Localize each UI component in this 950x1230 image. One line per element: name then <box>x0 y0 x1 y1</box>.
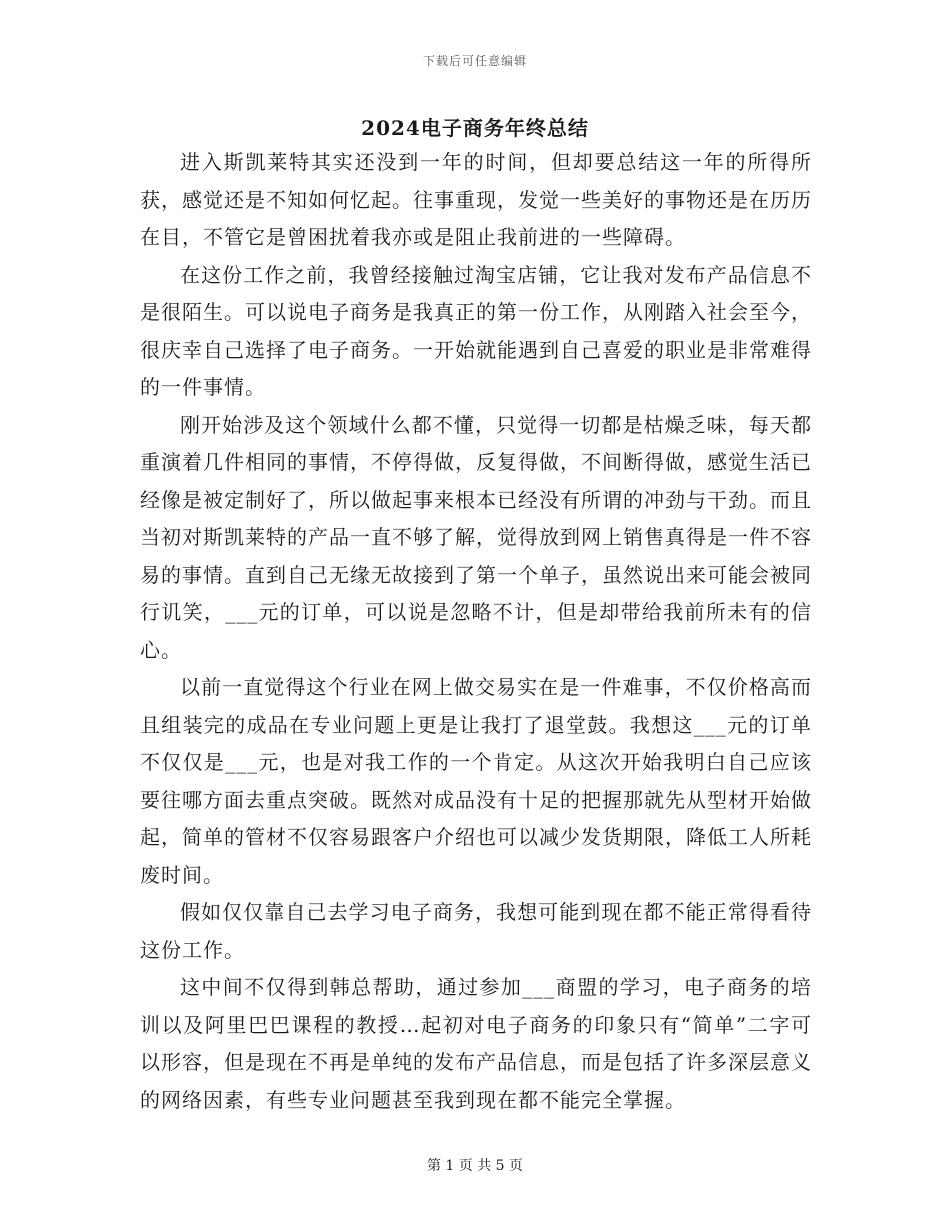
page-footer: 第 1 页 共 5 页 <box>426 1158 524 1174</box>
header-note: 下载后可任意编辑 <box>422 54 527 68</box>
paragraph-3: 刚开始涉及这个领域什么都不懂，只觉得一切都是枯燥乏味，每天都重演着几件相同的事情，不停得做，反复得做，不间断得做，感觉生活已经像是被定制好了，所以做起事来根本已经没有所谓的冲劲与干劲。而且当初对斯凯莱特的产品一直不够了解，觉得放到网上销售真得是一件不容易的事情。直到自己无缘无故接到了第一个单子，虽然说出来可能会被同行讥笑，___元的订单，可以说是忽略不计，但是却带给我前所未有的信心。 <box>140 412 812 662</box>
paragraph-5: 假如仅仅靠自己去学习电子商务，我想可能到现在都不能正常得看待这份工作。 <box>140 900 812 962</box>
paragraph-4: 以前一直觉得这个行业在网上做交易实在是一件难事，不仅价格高而且组装完的成品在专业问题上更是让我打了退堂鼓。我想这___元的订单不仅仅是___元，也是对我工作的一个肯定。从这次开始我明白自己应该要往哪方面去重点突破。既然对成品没有十足的把握那就先从型材开始做起，简单的管材不仅容易跟客户介绍也可以减少发货期限，降低工人所耗废时间。 <box>140 675 812 887</box>
paragraph-6: 这中间不仅得到韩总帮助，通过参加___商盟的学习，电子商务的培训以及阿里巴巴课程的教授…起初对电子商务的印象只有“简单”二字可以形容，但是现在不再是单纯的发布产品信息，而是包括了许多深层意义的网络因素，有些专业问题甚至我到现在都不能完全掌握。 <box>140 975 812 1112</box>
document-body <box>140 144 812 1119</box>
document-title: 2024电子商务年终总结 <box>361 116 589 140</box>
paragraph-2: 在这份工作之前，我曾经接触过淘宝店铺，它让我对发布产品信息不是很陌生。可以说电子商务是我真正的第一份工作，从刚踏入社会至今，很庆幸自己选择了电子商务。一开始就能遇到自己喜爱的职业是非常难得的一件事情。 <box>140 262 812 399</box>
paragraph-1: 进入斯凯莱特其实还没到一年的时间，但却要总结这一年的所得所获，感觉还是不知如何忆起。往事重现，发觉一些美好的事物还是在历历在目，不管它是曾困扰着我亦或是阻止我前进的一些障碍。 <box>140 150 812 249</box>
